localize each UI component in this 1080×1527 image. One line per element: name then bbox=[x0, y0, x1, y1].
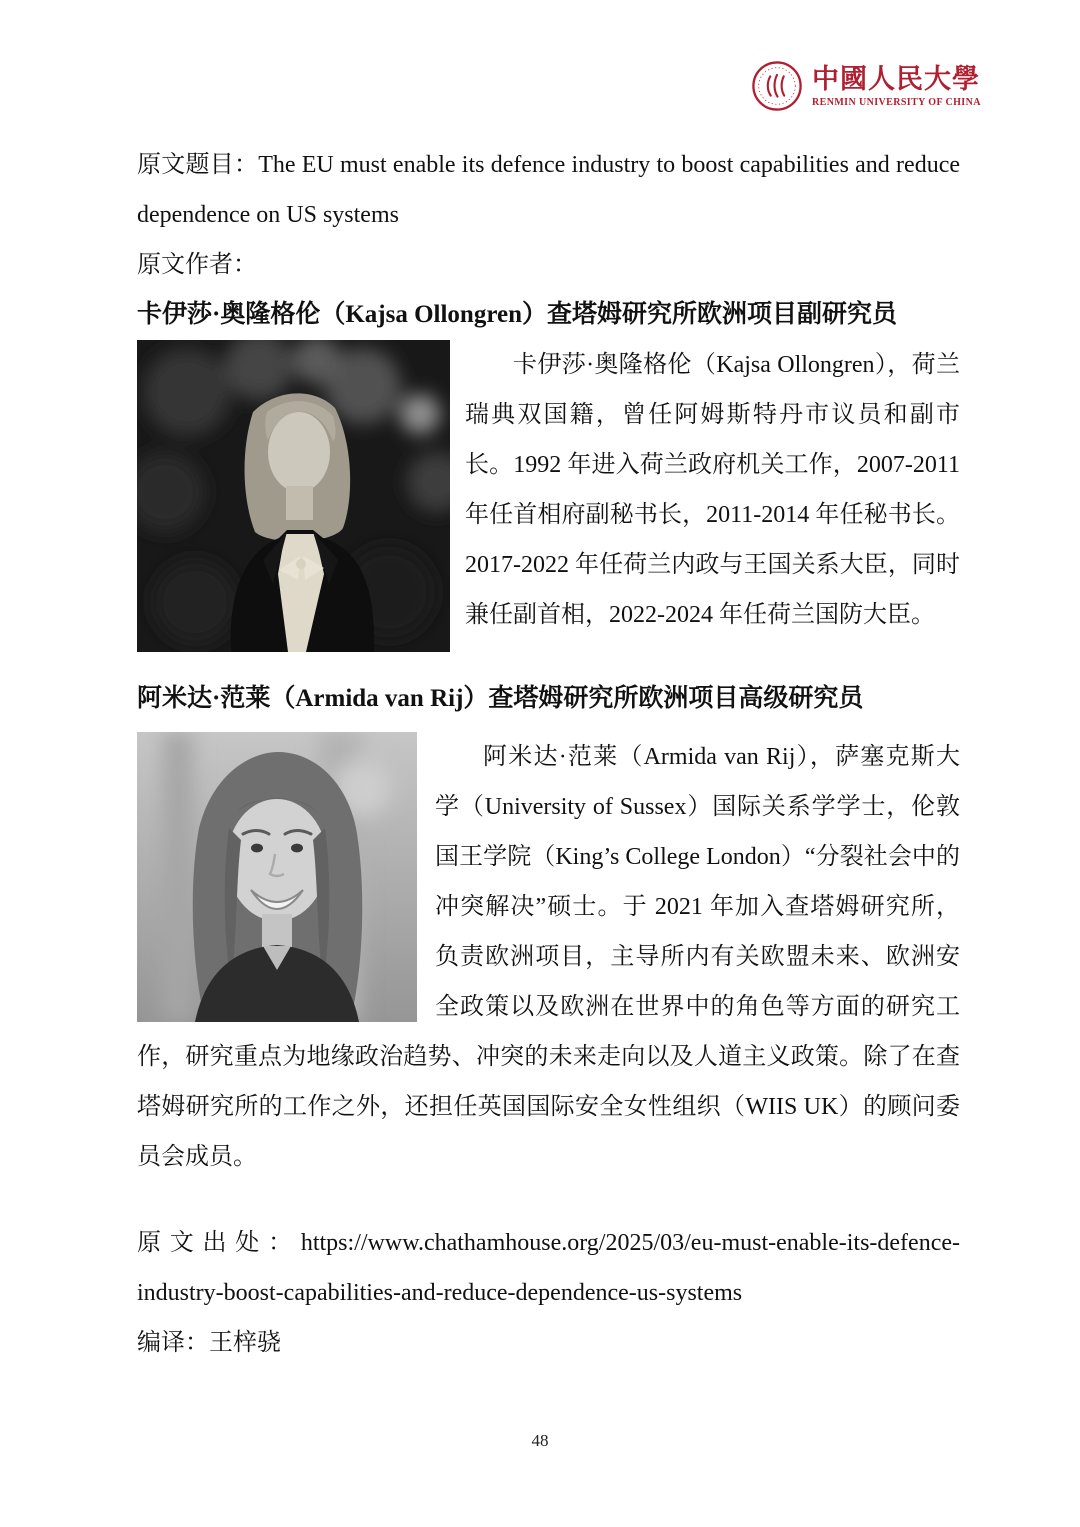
author-1-heading: 卡伊莎·奥隆格伦（Kajsa Ollongren）查塔姆研究所欧洲项目副研究员 bbox=[137, 301, 897, 328]
source-label: 原文出处： bbox=[137, 1230, 301, 1256]
university-logo bbox=[751, 60, 981, 112]
author-1-bio: 卡伊莎·奥隆格伦（Kajsa Ollongren），荷兰瑞典双国籍，曾任阿姆斯特丹市议员和副市长。1992 年进入荷兰政府机关工作，2007-2011 年任首相府副秘书长，2011-2014 年任秘书长。2017-2022 年任荷兰内政与王国关系大臣，同时兼任副首相，2022-2024 年任荷兰国防大臣。 bbox=[465, 352, 960, 628]
university-name-english: RENMIN UNIVERSITY OF CHINA bbox=[812, 96, 981, 108]
original-title-line bbox=[137, 140, 960, 240]
document-body bbox=[137, 140, 960, 1368]
source-url: https://www.chathamhouse.org/2025/03/eu-must-enable-its-defence-industry-boost-capabilities-and-reduce-dependence-us-systems bbox=[137, 1230, 960, 1306]
author-2-bio: 阿米达·范莱（Armida van Rij），萨塞克斯大学（University of Sussex）国际关系学学士，伦敦国王学院（King’s College London）“分裂社会中的冲突解决”硕士。于 2021 年加入查塔姆研究所，负责欧洲项目，主导所内有关欧盟未来、欧洲安全政策以及欧洲在世界中的角色等方面的研究工作，研究重点为地缘政治趋势、冲突的未来走向以及人道主义政策。除了在查塔姆研究所的工作之外，还担任英国国际安全女性组织（WIIS UK）的顾问委员会成员。 bbox=[137, 744, 960, 1170]
page-number: 48 bbox=[531, 1431, 549, 1450]
author-1-photo kajsa-ollongren-portrait bbox=[137, 340, 450, 652]
original-title-label: 原文题目： bbox=[137, 152, 259, 178]
translator-line: 编译：王梓骁 bbox=[137, 1330, 281, 1356]
source-line bbox=[137, 1218, 960, 1318]
university-seal-icon bbox=[751, 60, 803, 112]
original-title-text: The EU must enable its defence industry to boost capabilities and reduce dependence on US systems bbox=[137, 152, 960, 228]
author-1-section bbox=[137, 340, 960, 652]
author-2-heading: 阿米达·范莱（Armida van Rij）查塔姆研究所欧洲项目高级研究员 bbox=[137, 685, 864, 712]
author-2-section bbox=[137, 732, 960, 1182]
original-author-label: 原文作者： bbox=[137, 252, 257, 278]
author-2-photo armida-van-rij-portrait bbox=[137, 732, 417, 1022]
university-name-chinese: 中國人民大學 bbox=[812, 63, 980, 94]
